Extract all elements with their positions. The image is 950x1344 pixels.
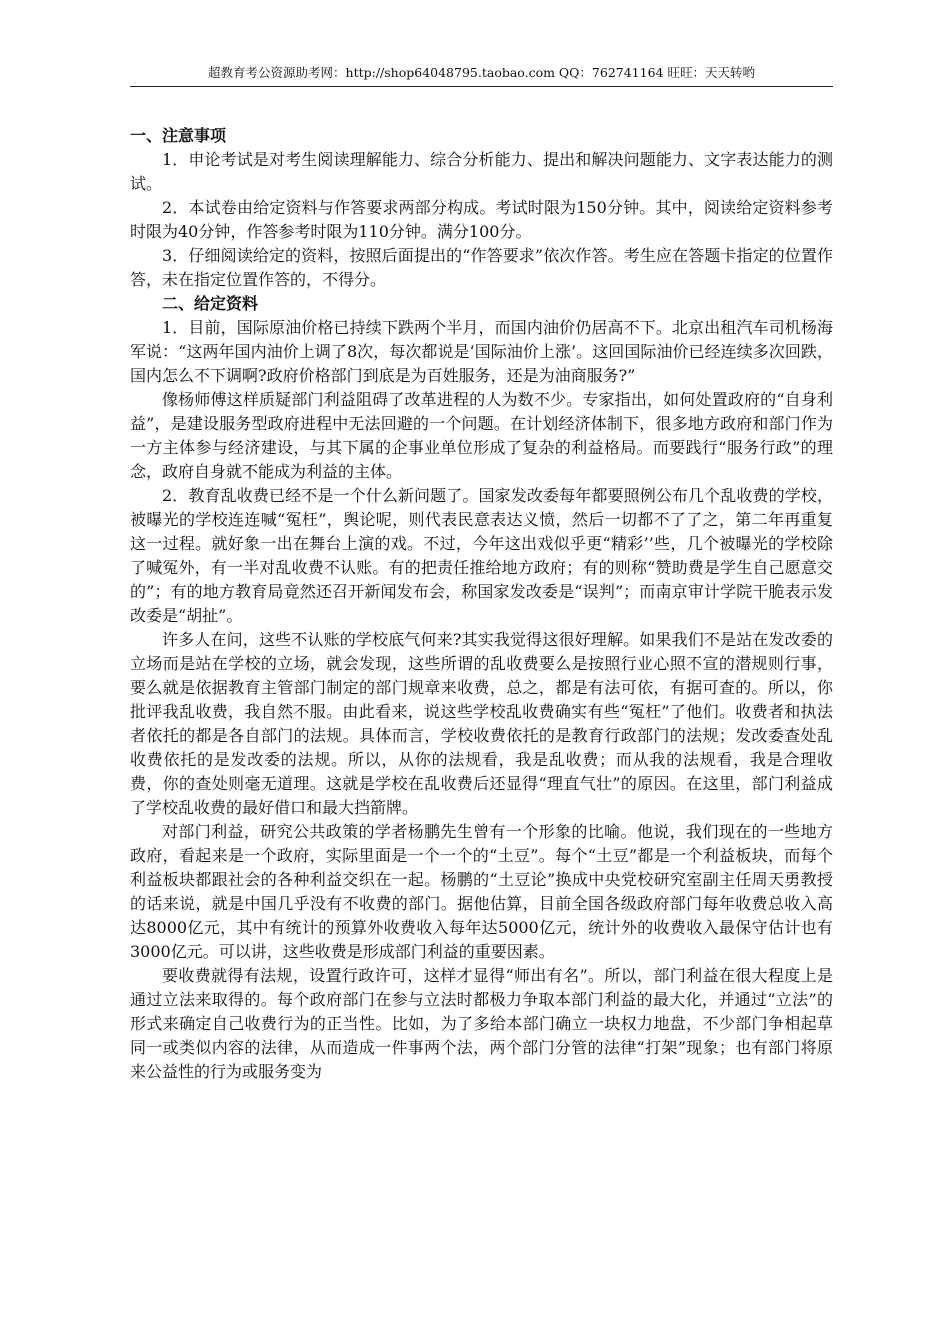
header-divider (130, 86, 833, 87)
material-paragraph: 2．教育乱收费已经不是一个什么新问题了。国家发改委每年都要照例公布几个乱收费的学校，被曝光的学校连连喊“冤枉”，舆论呢，则代表民意表达义愤，然后一切都不了了之，第二年再重复这一过程。就好象一出在舞台上演的戏。不过，今年这出戏似乎更“精彩’’些，几个被曝光的学校除了喊冤外，有一半对乱收费不认账。有的把责任推给地方政府；有的则称“赞助费是学生自己愿意交的”；有的地方教育局竟然还召开新闻发布会，称国家发改委是“误判”；而南京审计学院干脆表示发改委是“胡扯”。 (130, 486, 833, 625)
document-body (130, 124, 833, 1084)
material-paragraph: 1．目前，国际原油价格已持续下跌两个半月，而国内油价仍居高不下。北京出租汽车司机杨海军说：“这两年国内油价上调了8次，每次都说是‘国际油价上涨’。这回国际油价已经连续多次回跌，国内怎么不下调啊?政府价格部门到底是为百姓服务，还是为油商服务?” (130, 318, 833, 385)
notice-item: 3．仔细阅读给定的资料，按照后面提出的“作答要求”依次作答。考生应在答题卡指定的位置作答，未在指定位置作答的，不得分。 (130, 246, 833, 289)
material-paragraph: 许多人在问，这些不认账的学校底气何来?其实我觉得这很好理解。如果我们不是站在发改委的立场而是站在学校的立场，就会发现，这些所谓的乱收费要么是按照行业心照不宣的潜规则行事，要么就是依据教育主管部门制定的部门规章来收费，总之，都是有法可依，有据可查的。所以，你批评我乱收费，我自然不服。由此看来，说这些学校乱收费确实有些“冤枉”了他们。收费者和执法者依托的都是各自部门的法规。具体而言，学校收费依托的是教育行政部门的法规；发改委查处乱收费依托的是发改委的法规。所以，从你的法规看，我是乱收费；而从我的法规看，我是合理收费，你的查处则毫无道理。这就是学校在乱收费后还显得“理直气壮”的原因。在这里，部门利益成了学校乱收费的最好借口和最大挡箭牌。 (130, 630, 833, 817)
material-paragraph: 对部门利益，研究公共政策的学者杨鹏先生曾有一个形象的比喻。他说，我们现在的一些地方政府，看起来是一个政府，实际里面是一个一个的“土豆”。每个“土豆”都是一个利益板块，而每个利益板块都跟社会的各种利益交织在一起。杨鹏的“土豆论”换成中央党校研究室副主任周天勇教授的话来说，就是中国几乎没有不收费的部门。据他估算，目前全国各级政府部门每年收费总收入高达8000亿元，其中有统计的预算外收费收入每年达5000亿元，统计外的收费收入最保守估计也有3000亿元。可以讲，这些收费是形成部门利益的重要因素。 (130, 822, 833, 961)
section-title-notes: 一、注意事项 (130, 126, 227, 145)
material-paragraph: 要收费就得有法规，设置行政许可，这样才显得“师出有名”。所以，部门利益在很大程度上是通过立法来取得的。每个政府部门在参与立法时都极力争取本部门利益的最大化，并通过“立法”的形式来确定自己收费行为的正当性。比如，为了多给本部门确立一块权力地盘，不少部门争相起草同一或类似内容的法律，从而造成一件事两个法，两个部门分管的法律“打架”现象；也有部门将原来公益性的行为或服务变为 (130, 966, 833, 1081)
section-title-materials: 二、给定资料 (162, 294, 259, 313)
page-header: 超教育考公资源助考网：http://shop64048795.taobao.com QQ：762741164 旺旺：天天转哟 (208, 65, 755, 80)
notice-item: 2．本试卷由给定资料与作答要求两部分构成。考试时限为150分钟。其中，阅读给定资料参考时限为40分钟，作答参考时限为110分钟。满分100分。 (130, 198, 833, 241)
notice-item: 1．申论考试是对考生阅读理解能力、综合分析能力、提出和解决问题能力、文字表达能力的测试。 (130, 150, 833, 193)
material-paragraph: 像杨师傅这样质疑部门利益阻碍了改革进程的人为数不少。专家指出，如何处置政府的“自身利益”，是建设服务型政府进程中无法回避的一个问题。在计划经济体制下，很多地方政府和部门作为一方主体参与经济建设，与其下属的企事业单位形成了复杂的利益格局。而要践行“服务行政”的理念，政府自身就不能成为利益的主体。 (130, 390, 833, 481)
